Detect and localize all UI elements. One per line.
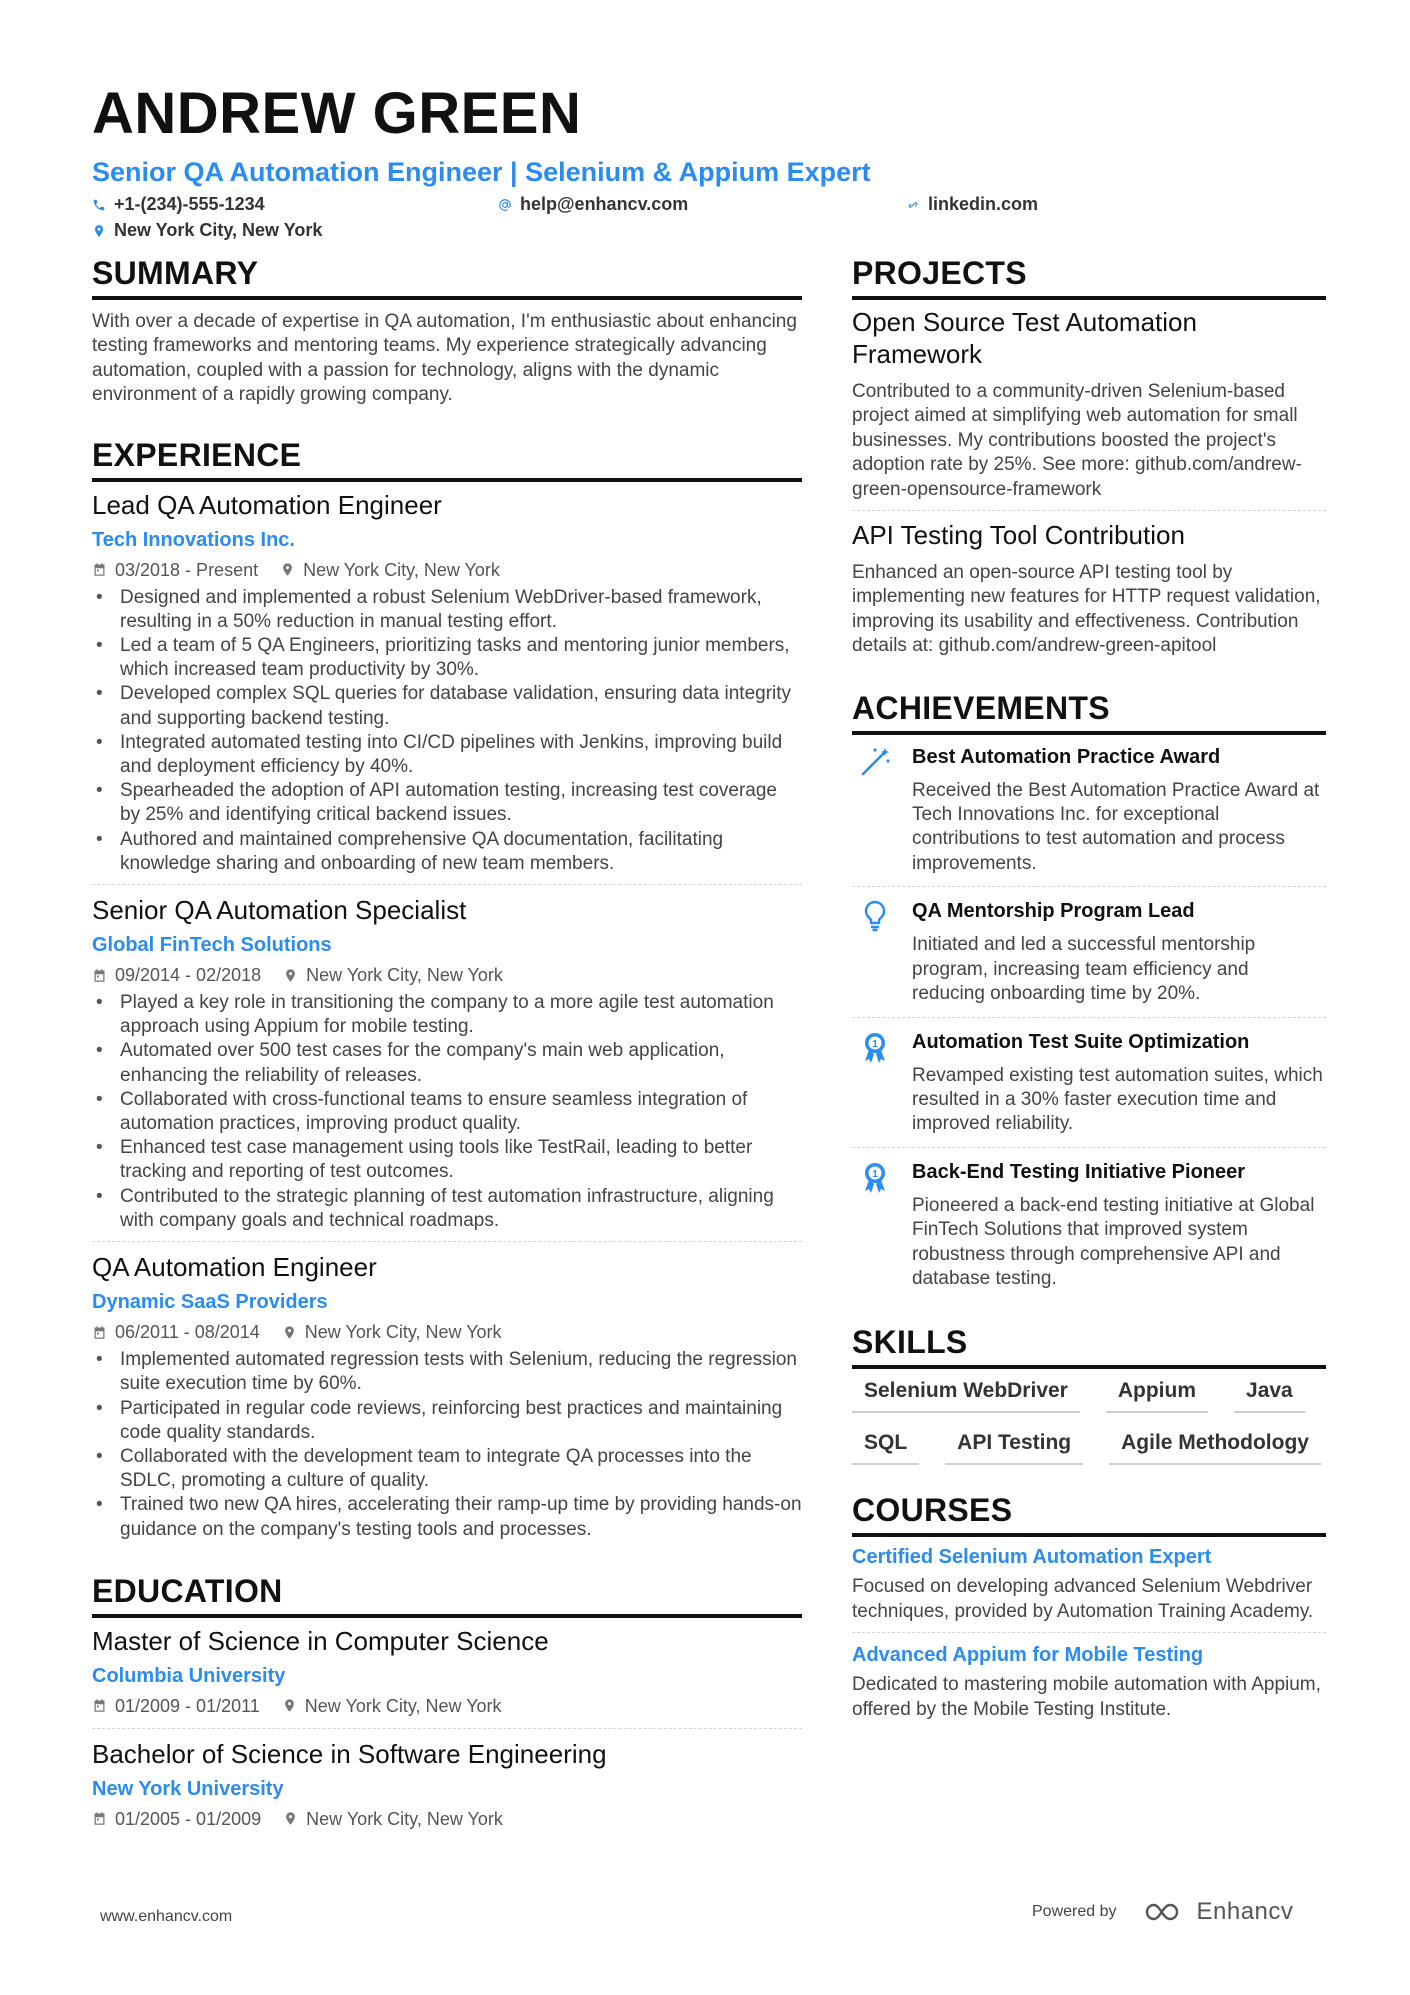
contact-linkedin[interactable] xyxy=(906,194,1038,215)
skills-list xyxy=(852,1369,1326,1465)
courses-section xyxy=(852,1491,1326,1730)
phone-text: +1-(234)-555-1234 xyxy=(114,194,265,214)
project-entry xyxy=(852,519,1326,667)
job-location xyxy=(280,556,500,584)
job-bullets xyxy=(92,991,802,1233)
job-bullet: • Spearheaded the adoption of API automation testing, increasing test coverage by 25% and identifying critical backend issues. xyxy=(92,779,802,827)
calendar-icon xyxy=(92,968,107,983)
location-pin-icon xyxy=(92,224,106,238)
job-dates-text: 09/2014 - 02/2018 xyxy=(115,965,262,986)
experience-entry xyxy=(92,488,802,885)
course-title[interactable]: Certified Selenium Automation Expert xyxy=(852,1546,1212,1569)
achievement-body xyxy=(912,1158,1326,1292)
job-meta xyxy=(92,556,802,584)
job-bullet: • Authored and maintained comprehensive QA documentation, facilitating knowledge sharing and onboarding of new team members. xyxy=(92,828,802,876)
job-title: Senior QA Automation Specialist xyxy=(92,895,467,926)
job-location-text: New York City, New York xyxy=(303,559,500,580)
contact-phone[interactable] xyxy=(92,194,265,215)
degree-title: Bachelor of Science in Software Engineering xyxy=(92,1738,607,1769)
location-text: New York City, New York xyxy=(114,220,323,240)
achievement-description: Revamped existing test automation suites, which resulted in a 30% faster execution time and improved reliability. xyxy=(912,1064,1323,1135)
project-entry xyxy=(852,306,1326,511)
location-pin-icon xyxy=(280,562,295,577)
projects-section xyxy=(852,254,1326,667)
experience-heading: EXPERIENCE xyxy=(92,436,802,482)
job-meta xyxy=(92,1318,802,1346)
candidate-headline: Senior QA Automation Engineer | Selenium & Appium Expert xyxy=(92,157,871,187)
education-dates xyxy=(92,1692,260,1720)
course-description: Focused on developing advanced Selenium Webdriver techniques, provided by Automation Training Academy. xyxy=(852,1576,1314,1622)
contact-location xyxy=(92,220,322,241)
svg-text:1: 1 xyxy=(872,1168,878,1180)
skill-tag: Agile Methodology xyxy=(1109,1427,1321,1465)
achievement-description: Initiated and led a successful mentorship program, increasing team efficiency and reducing onboarding time by 20%. xyxy=(912,934,1256,1005)
job-location xyxy=(283,961,503,989)
brand-name: Enhancv xyxy=(1196,1898,1294,1925)
achievement-title: Automation Test Suite Optimization xyxy=(912,1030,1250,1053)
contact-info xyxy=(92,194,1332,248)
left-column xyxy=(92,254,802,1863)
achievement-entry xyxy=(852,743,1326,888)
education-entry xyxy=(92,1737,802,1841)
link-icon xyxy=(906,198,920,212)
email-text: help@enhancv.com xyxy=(520,194,689,214)
education-location xyxy=(282,1692,502,1720)
education-meta xyxy=(92,1692,802,1720)
skills-section xyxy=(852,1323,1326,1465)
achievements-section xyxy=(852,689,1326,1302)
calendar-icon xyxy=(92,1698,107,1713)
school-name[interactable]: New York University xyxy=(92,1777,284,1800)
job-bullet: • Developed complex SQL queries for database validation, ensuring data integrity and supporting backend testing. xyxy=(92,682,802,730)
achievements-heading: ACHIEVEMENTS xyxy=(852,689,1326,735)
achievement-body xyxy=(912,743,1326,877)
job-location xyxy=(282,1318,502,1346)
project-description: Enhanced an open-source API testing tool by implementing new features for HTTP request validation, improving its usability and effectiveness. Contribution details at: github.com/andrew-green-apitool xyxy=(852,562,1321,657)
job-dates-text: 03/2018 - Present xyxy=(115,559,259,580)
achievement-title: QA Mentorship Program Lead xyxy=(912,900,1195,923)
calendar-icon xyxy=(92,1811,107,1826)
job-bullet: • Enhanced test case management using tools like TestRail, leading to better tracking and reporting of test outcomes. xyxy=(92,1136,802,1184)
experience-entry xyxy=(92,1250,802,1550)
location-pin-icon xyxy=(283,968,298,983)
summary-heading: SUMMARY xyxy=(92,254,802,300)
resume-header xyxy=(92,82,1332,248)
achievement-title: Best Automation Practice Award xyxy=(912,745,1221,768)
degree-title: Master of Science in Computer Science xyxy=(92,1625,549,1656)
company-name[interactable]: Tech Innovations Inc. xyxy=(92,528,295,551)
achievement-icon-wrap xyxy=(852,897,898,1006)
award-ribbon-icon xyxy=(858,1160,892,1194)
job-bullet: • Implemented automated regression tests with Selenium, reducing the regression suite execution time by 60%. xyxy=(92,1348,802,1396)
company-name[interactable]: Dynamic SaaS Providers xyxy=(92,1291,328,1314)
education-dates-text: 01/2009 - 01/2011 xyxy=(115,1695,260,1716)
education-heading: EDUCATION xyxy=(92,1572,802,1618)
job-bullet: • Designed and implemented a robust Selenium WebDriver-based framework, resulting in a 50% reduction in manual testing effort. xyxy=(92,586,802,634)
achievement-body xyxy=(912,1028,1326,1137)
courses-heading: COURSES xyxy=(852,1491,1326,1537)
achievement-entry xyxy=(852,1028,1326,1148)
job-bullets xyxy=(92,586,802,876)
achievement-icon-wrap xyxy=(852,1028,898,1137)
footer-branding xyxy=(1032,1898,1293,1926)
achievement-description: Received the Best Automation Practice Award at Tech Innovations Inc. for exceptional contributions to test automation and process improvements. xyxy=(912,779,1320,874)
candidate-name: ANDREW GREEN xyxy=(92,81,582,146)
education-location-text: New York City, New York xyxy=(304,1695,502,1716)
location-pin-icon xyxy=(283,1811,298,1826)
location-pin-icon xyxy=(282,1325,297,1340)
job-bullet: • Contributed to the strategic planning of test automation infrastructure, aligning with company goals and technical roadmaps. xyxy=(92,1185,802,1233)
achievement-description: Pioneered a back-end testing initiative at Global FinTech Solutions that improved system robustness through comprehensive API and database testing. xyxy=(912,1194,1315,1289)
education-entry xyxy=(92,1624,802,1729)
skill-tag: SQL xyxy=(852,1427,919,1465)
achievement-icon-wrap xyxy=(852,1158,898,1292)
job-meta xyxy=(92,961,802,989)
calendar-icon xyxy=(92,1325,107,1340)
svg-text:1: 1 xyxy=(872,1038,878,1050)
job-bullet: • Led a team of 5 QA Engineers, prioritizing tasks and mentoring junior members, which increased team productivity by 30%. xyxy=(92,634,802,682)
magic-wand-icon xyxy=(858,745,892,779)
enhancv-logo-icon xyxy=(1143,1900,1189,1924)
skill-tag: Java xyxy=(1234,1375,1305,1413)
job-dates xyxy=(92,1318,260,1346)
course-title[interactable]: Advanced Appium for Mobile Testing xyxy=(852,1644,1204,1667)
job-bullet: • Played a key role in transitioning the company to a more agile test automation approach using Appium for mobile testing. xyxy=(92,991,802,1039)
company-name[interactable]: Global FinTech Solutions xyxy=(92,934,332,957)
course-entry xyxy=(852,1543,1326,1633)
achievement-entry xyxy=(852,1158,1326,1302)
achievement-icon-wrap xyxy=(852,743,898,877)
education-section xyxy=(92,1572,802,1841)
job-bullet: • Integrated automated testing into CI/CD pipelines with Jenkins, improving build and deployment efficiency by 40%. xyxy=(92,731,802,779)
education-dates xyxy=(92,1805,261,1833)
job-title: QA Automation Engineer xyxy=(92,1252,377,1283)
job-dates-text: 06/2011 - 08/2014 xyxy=(115,1322,260,1343)
linkedin-text: linkedin.com xyxy=(928,194,1039,214)
skill-tag: Selenium WebDriver xyxy=(852,1375,1080,1413)
project-title: API Testing Tool Contribution xyxy=(852,520,1185,551)
job-location-text: New York City, New York xyxy=(306,965,503,986)
job-location-text: New York City, New York xyxy=(304,1322,502,1343)
job-dates xyxy=(92,961,261,989)
school-name[interactable]: Columbia University xyxy=(92,1664,286,1687)
experience-section xyxy=(92,436,802,1550)
job-dates xyxy=(92,556,258,584)
projects-heading: PROJECTS xyxy=(852,254,1326,300)
course-entry xyxy=(852,1641,1326,1730)
skill-tag: Appium xyxy=(1106,1375,1208,1413)
right-column xyxy=(852,254,1326,1752)
job-bullet: • Collaborated with the development team to integrate QA processes into the SDLC, promoting a culture of quality. xyxy=(92,1445,802,1493)
achievement-title: Back-End Testing Initiative Pioneer xyxy=(912,1160,1246,1183)
project-title: Open Source Test Automation Framework xyxy=(852,307,1197,369)
job-bullet: • Participated in regular code reviews, reinforcing best practices and maintaining code quality standards. xyxy=(92,1397,802,1445)
education-dates-text: 01/2005 - 01/2009 xyxy=(115,1808,262,1829)
job-title: Lead QA Automation Engineer xyxy=(92,489,442,520)
job-bullets xyxy=(92,1348,802,1542)
job-bullet: • Trained two new QA hires, accelerating their ramp-up time by providing hands-on guidance on the company's testing tools and processes. xyxy=(92,1493,802,1541)
summary-text: With over a decade of expertise in QA automation, I'm enthusiastic about enhancing testing frameworks and mentoring teams. My experience strategically advancing automation, coupled with a passion for technology, aligns with the dynamic environment of a rapidly growing company. xyxy=(92,311,797,406)
calendar-icon xyxy=(92,562,107,577)
achievement-entry xyxy=(852,897,1326,1017)
job-bullet: • Automated over 500 test cases for the company's main web application, enhancing the reliability of releases. xyxy=(92,1039,802,1087)
powered-by-label: Powered by xyxy=(1032,1903,1117,1920)
skill-tag: API Testing xyxy=(945,1427,1083,1465)
summary-section xyxy=(92,254,802,408)
education-location xyxy=(283,1805,503,1833)
footer-website[interactable]: www.enhancv.com xyxy=(100,1908,233,1925)
lightbulb-icon xyxy=(858,899,892,933)
job-bullet: • Collaborated with cross-functional teams to ensure seamless integration of automation practices, improving product quality. xyxy=(92,1088,802,1136)
achievement-body xyxy=(912,897,1326,1006)
project-description: Contributed to a community-driven Selenium-based project aimed at simplifying web automation for small businesses. My contributions boosted the project's adoption rate by 25%. See more: github.com/andrew-green-opensource-framework xyxy=(852,381,1302,500)
education-meta xyxy=(92,1805,802,1833)
experience-entry xyxy=(92,893,802,1242)
skills-heading: SKILLS xyxy=(852,1323,1326,1369)
award-ribbon-icon xyxy=(858,1030,892,1064)
location-pin-icon xyxy=(282,1698,297,1713)
course-description: Dedicated to mastering mobile automation with Appium, offered by the Mobile Testing Institute. xyxy=(852,1674,1321,1720)
contact-email[interactable] xyxy=(498,194,688,215)
education-location-text: New York City, New York xyxy=(306,1808,503,1829)
phone-icon xyxy=(92,198,106,212)
brand-logo[interactable] xyxy=(1143,1898,1294,1926)
at-sign-icon xyxy=(498,198,512,212)
